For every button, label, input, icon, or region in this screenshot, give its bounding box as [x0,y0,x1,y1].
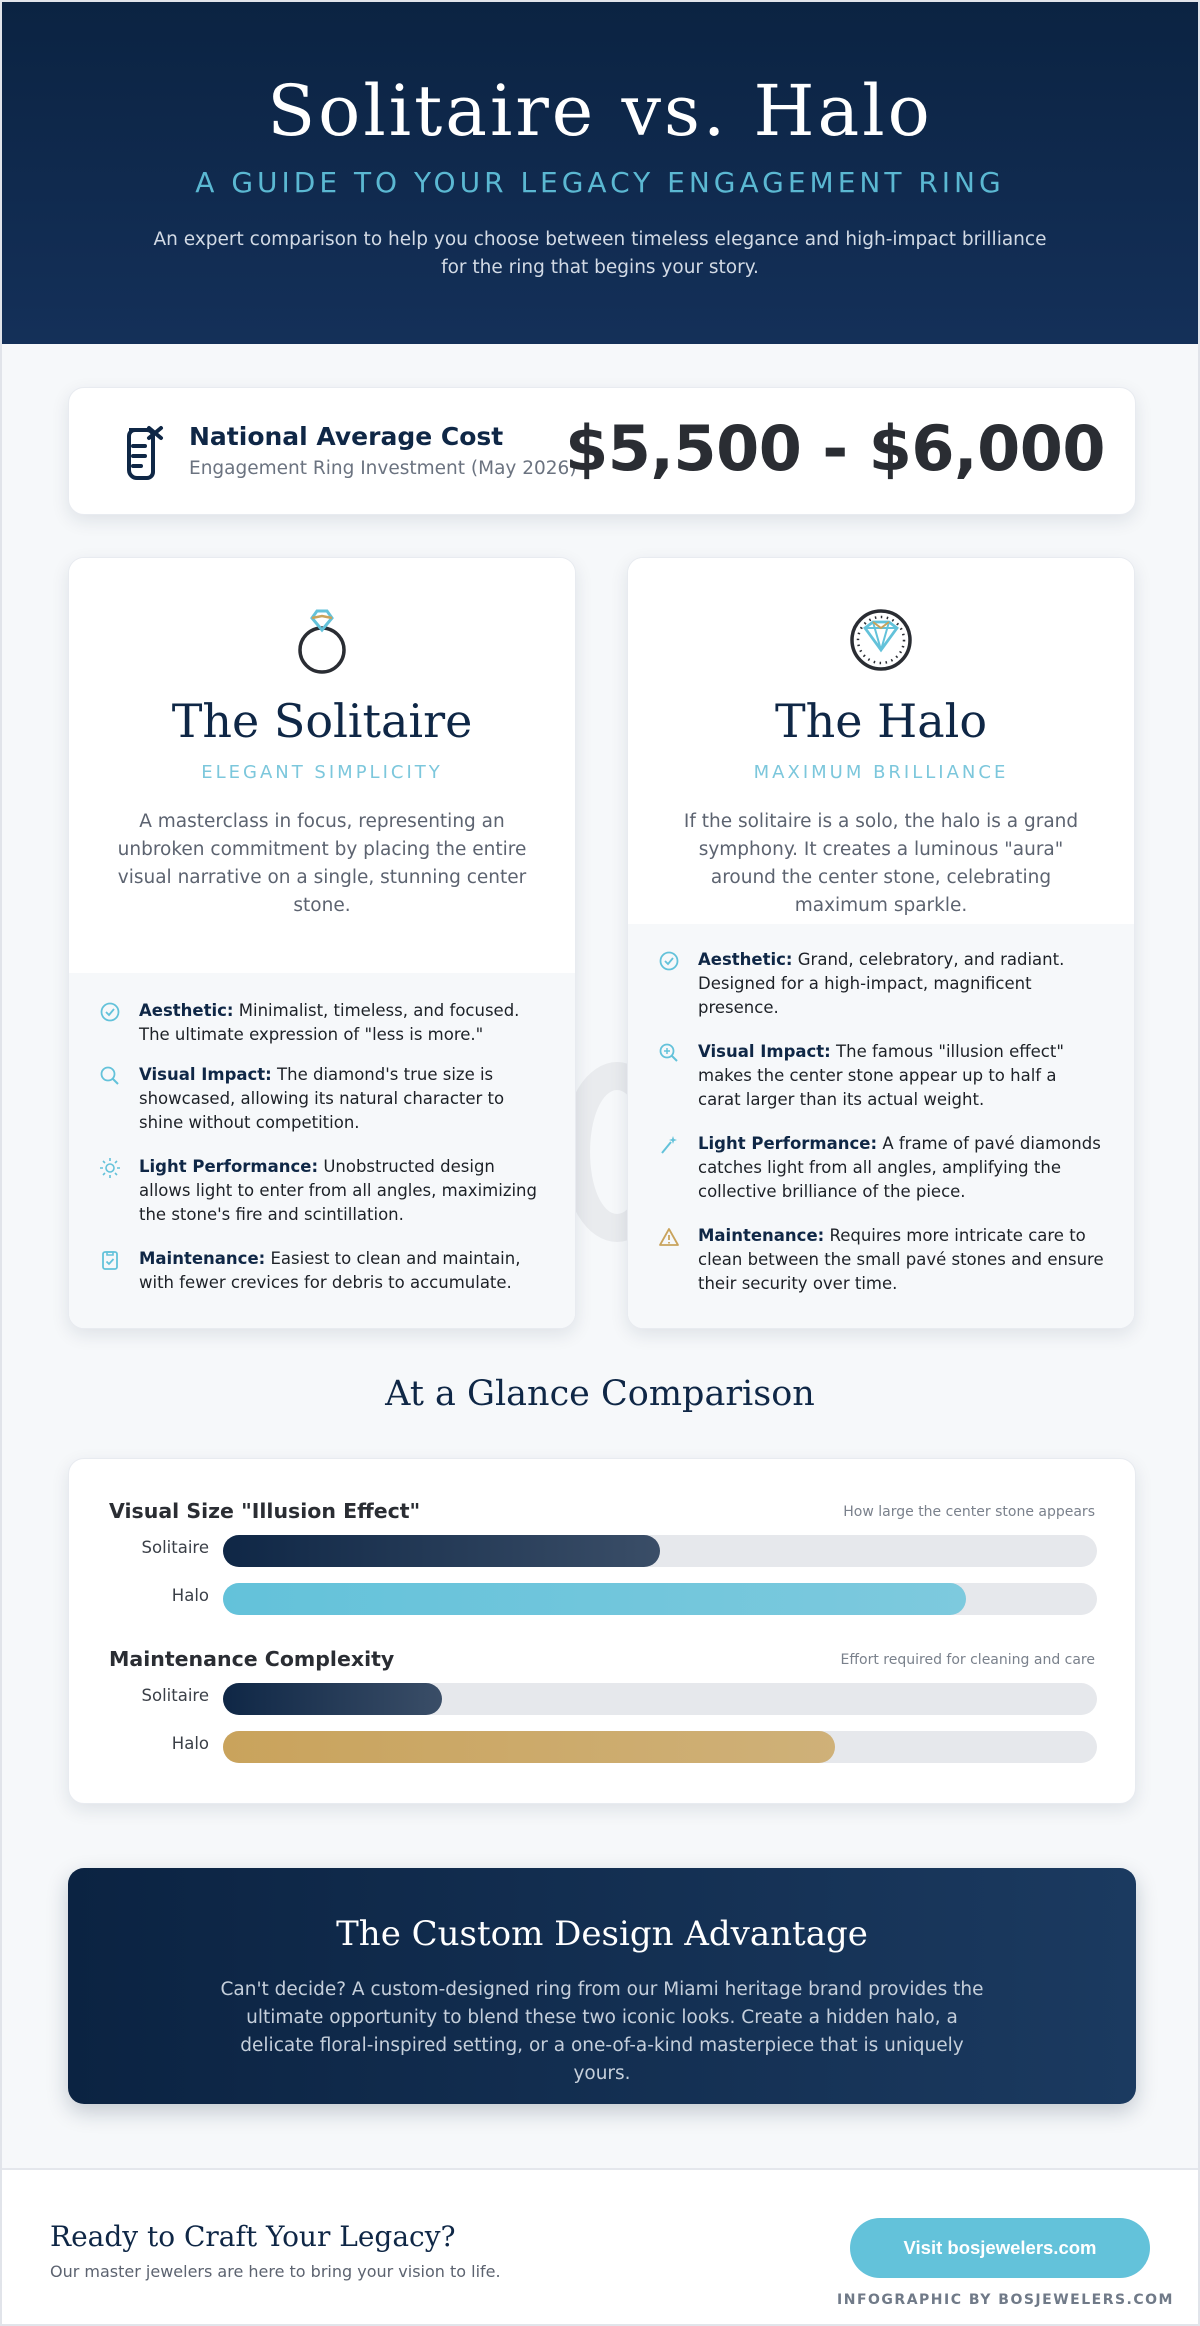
bar-track [223,1683,1097,1715]
infographic-credit: INFOGRAPHIC BY BOSJEWELERS.COM [837,2292,1174,2308]
check-circle-icon [658,950,680,972]
footer-subtitle: Our master jewelers are here to bring your vision to life. [50,2262,501,2281]
custom-design-title: The Custom Design Advantage [336,1914,868,1954]
hero-banner [2,2,1198,344]
bar-track [223,1583,1097,1615]
hero-intro: An expert comparison to help you choose between timeless elegance and high-impact brilliance for the ring that begins your story. [153,229,1047,278]
magnifier-plus-icon [658,1042,680,1064]
feature-label: Aesthetic: [698,950,793,969]
halo-diamond-icon [849,604,913,674]
footer-title: Ready to Craft Your Legacy? [50,2220,456,2253]
metric-hint: Effort required for cleaning and care [840,1652,1095,1668]
bar-label: Halo [171,1734,209,1753]
solitaire-card [68,557,576,1329]
custom-design-text: Can't decide? A custom-designed ring from our Miami heritage brand provides the ultimate opportunity to blend these two iconic looks. Create a hidden halo, a delicate floral-inspired setting, or a one-of-a-kind masterpiece that is uniquely yours. [220,1979,984,2084]
solitaire-feature-list [69,973,575,1328]
feature-label: Maintenance: [698,1226,825,1245]
average-cost-value: $5,500 - $6,000 [565,412,1105,485]
solitaire-card-header [69,558,575,973]
halo-description: If the solitaire is a solo, the halo is a grand symphony. It creates a luminous "aura" around the center stone, celebrating maximum sparkle. [683,811,1079,916]
footer [2,2168,1198,2326]
feature-text: The famous "illusion effect" makes the center stone appear up to half a carat larger than its actual weight. [698,1042,1064,1109]
bar-fill [223,1731,835,1763]
magic-wand-icon [658,1134,680,1156]
feature-text: Easiest to clean and maintain, with fewer crevices for debris to accumulate. [139,1249,521,1292]
metric-title: Visual Size "Illusion Effect" [109,1499,421,1523]
feature-text: Requires more intricate care to clean between the small pavé stones and ensure their security over time. [698,1226,1104,1293]
feature-text: Minimalist, timeless, and focused. The ultimate expression of "less is more." [139,1001,520,1044]
average-cost-card [68,387,1136,515]
bar-track [223,1535,1097,1567]
feature-label: Light Performance: [698,1134,878,1153]
solitaire-description: A masterclass in focus, representing an unbroken commitment by placing the entire visual narrative on a single, stunning center stone. [117,811,527,916]
average-cost-title: National Average Cost [189,422,504,451]
list-item [698,1040,1104,1112]
comparison-card [68,1458,1136,1804]
feature-text: Grand, celebratory, and radiant. Designed for a high-impact, magnificent presence. [698,950,1065,1017]
solitaire-tagline: ELEGANT SIMPLICITY [201,762,443,783]
receipt-icon [119,424,165,484]
feature-text: Unobstructed design allows light to enter from all angles, maximizing the stone's fire and scintillation. [139,1157,537,1224]
bar-label: Solitaire [141,1686,209,1705]
clipboard-check-icon [99,1249,121,1271]
feature-text: The diamond's true size is showcased, allowing its natural character to shine without competition. [139,1065,505,1132]
feature-label: Visual Impact: [139,1065,272,1084]
list-item [139,999,545,1047]
page-subtitle: A GUIDE TO YOUR LEGACY ENGAGEMENT RING [195,166,1005,199]
magnifier-icon [99,1065,121,1087]
bar-label: Solitaire [141,1538,209,1557]
sun-icon [99,1157,121,1179]
metric-hint: How large the center stone appears [843,1504,1095,1520]
ring-icon [290,604,354,674]
list-item [139,1247,545,1295]
bar-track [223,1731,1097,1763]
metric-title: Maintenance Complexity [109,1647,395,1671]
list-item [139,1155,545,1227]
bar-fill [223,1535,660,1567]
halo-card [627,557,1135,1329]
halo-tagline: MAXIMUM BRILLIANCE [753,762,1009,783]
list-item [698,1132,1104,1204]
halo-feature-list [628,924,1134,1328]
check-circle-icon [99,1001,121,1023]
feature-label: Aesthetic: [139,1001,234,1020]
halo-title: The Halo [774,694,988,748]
page-title: Solitaire vs. Halo [267,70,933,152]
warning-icon [658,1226,680,1248]
custom-design-banner [68,1868,1136,2104]
solitaire-title: The Solitaire [171,694,473,748]
feature-label: Light Performance: [139,1157,319,1176]
bar-label: Halo [171,1586,209,1605]
halo-card-header [628,558,1134,924]
visit-website-button[interactable]: Visit bosjewelers.com [850,2218,1150,2278]
feature-label: Maintenance: [139,1249,266,1268]
average-cost-subtitle: Engagement Ring Investment (May 2026) [189,458,577,479]
comparison-title: At a Glance Comparison [385,1374,815,1414]
feature-text: A frame of pavé diamonds catches light from all angles, amplifying the collective brilliance of the piece. [698,1134,1101,1201]
feature-label: Visual Impact: [698,1042,831,1061]
bar-fill [223,1583,966,1615]
list-item [698,948,1104,1020]
list-item [698,1224,1104,1296]
bar-fill [223,1683,442,1715]
list-item [139,1063,545,1135]
